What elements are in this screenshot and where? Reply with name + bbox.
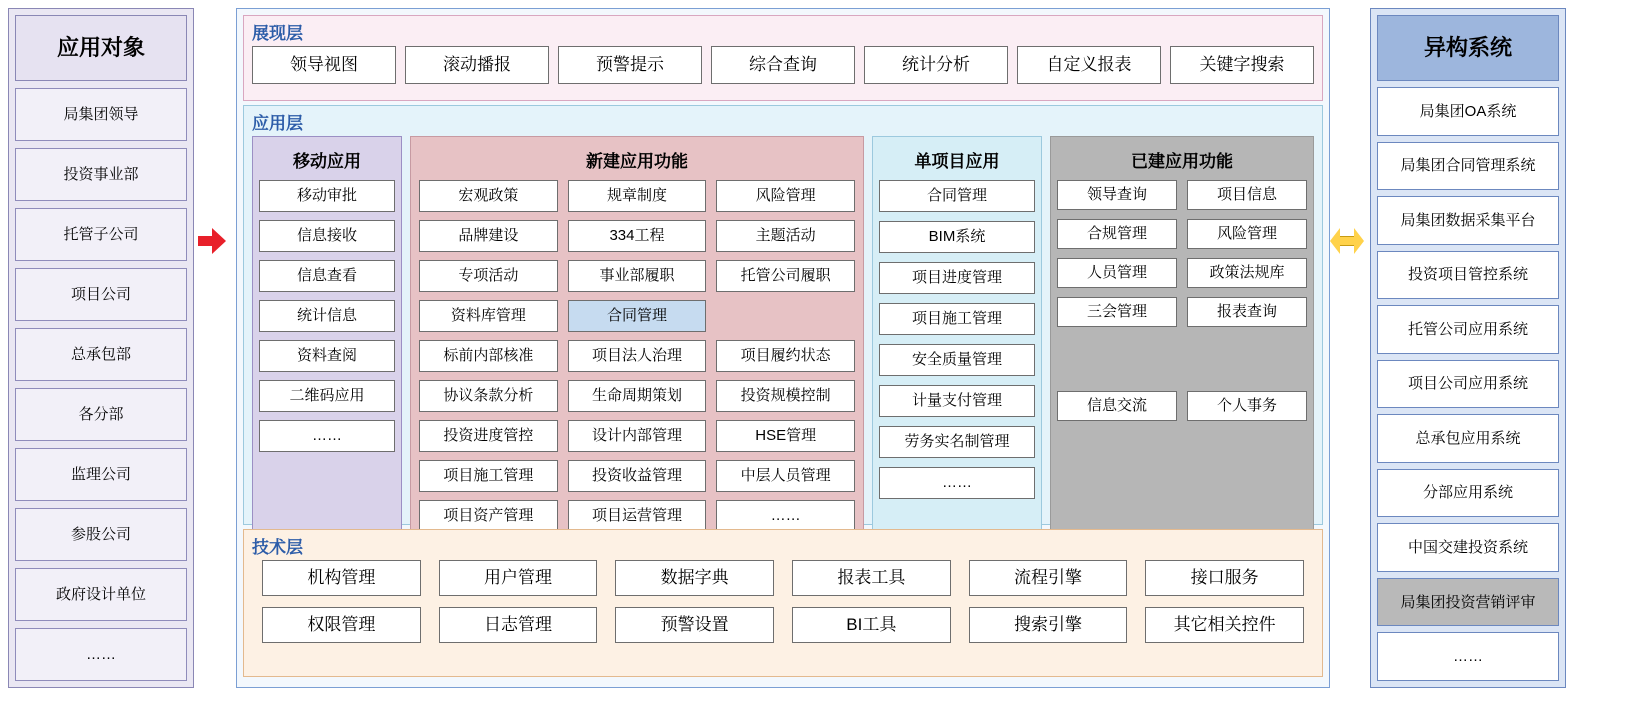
presentation-layer xyxy=(243,15,1323,101)
mobile-application-title: 移动应用 xyxy=(293,152,361,171)
new-function-item[interactable]: 协议条款分析 xyxy=(419,380,558,412)
new-function-item[interactable]: 项目施工管理 xyxy=(419,460,558,492)
right-panel-item[interactable]: 中国交建投资系统 xyxy=(1377,523,1559,572)
left-panel-application-objects xyxy=(8,8,194,688)
new-function-item[interactable]: 投资规模控制 xyxy=(716,380,855,412)
right-panel-item-highlighted[interactable]: 局集团投资营销评审 xyxy=(1377,578,1559,627)
single-project-item[interactable]: 项目进度管理 xyxy=(879,262,1035,294)
new-function-item[interactable]: 334工程 xyxy=(568,220,707,252)
built-function-item[interactable]: 政策法规库 xyxy=(1187,258,1307,288)
red-right-arrow-icon xyxy=(198,228,226,254)
built-function-item[interactable]: 三会管理 xyxy=(1057,297,1177,327)
center-stack xyxy=(236,8,1330,688)
single-project-title: 单项目应用 xyxy=(914,152,1000,171)
new-functions-group xyxy=(410,136,864,539)
single-project-item[interactable]: 项目施工管理 xyxy=(879,303,1035,335)
technology-item[interactable]: 搜索引擎 xyxy=(969,607,1128,643)
technology-item[interactable]: 权限管理 xyxy=(262,607,421,643)
new-function-item[interactable]: 风险管理 xyxy=(716,180,855,212)
new-function-item-more[interactable]: …… xyxy=(716,500,855,532)
new-function-item-selected[interactable]: 合同管理 xyxy=(568,300,707,332)
new-function-item-empty xyxy=(716,300,855,332)
new-function-item[interactable]: 品牌建设 xyxy=(419,220,558,252)
left-panel-item-more[interactable]: …… xyxy=(15,628,187,681)
built-function-item[interactable]: 合规管理 xyxy=(1057,219,1177,249)
right-panel-title: 异构系统 xyxy=(1377,15,1559,81)
left-panel-title: 应用对象 xyxy=(15,15,187,81)
built-functions-group xyxy=(1050,136,1314,539)
right-panel-item[interactable]: 局集团OA系统 xyxy=(1377,87,1559,136)
left-panel-item[interactable]: 各分部 xyxy=(15,388,187,441)
presentation-layer-title: 展现层 xyxy=(252,24,303,43)
mobile-item[interactable]: 移动审批 xyxy=(259,180,395,212)
new-function-item[interactable]: 设计内部管理 xyxy=(568,420,707,452)
mobile-item[interactable]: 信息查看 xyxy=(259,260,395,292)
right-panel-item-more[interactable]: …… xyxy=(1377,632,1559,681)
new-function-item[interactable]: 投资进度管控 xyxy=(419,420,558,452)
technology-item[interactable]: 日志管理 xyxy=(439,607,598,643)
single-project-item[interactable]: 安全质量管理 xyxy=(879,344,1035,376)
new-function-item[interactable]: 项目运营管理 xyxy=(568,500,707,532)
presentation-item[interactable]: 统计分析 xyxy=(864,46,1008,84)
new-function-item[interactable]: 宏观政策 xyxy=(419,180,558,212)
mobile-item[interactable]: 统计信息 xyxy=(259,300,395,332)
new-function-item[interactable]: 主题活动 xyxy=(716,220,855,252)
single-project-item-more[interactable]: …… xyxy=(879,467,1035,499)
built-function-item[interactable]: 个人事务 xyxy=(1187,391,1307,421)
right-panel-item[interactable]: 投资项目管控系统 xyxy=(1377,251,1559,300)
new-function-item[interactable]: HSE管理 xyxy=(716,420,855,452)
technology-item[interactable]: 数据字典 xyxy=(615,560,774,596)
technology-item[interactable]: BI工具 xyxy=(792,607,951,643)
presentation-item[interactable]: 领导视图 xyxy=(252,46,396,84)
yellow-double-arrow-icon xyxy=(1330,228,1364,254)
single-project-item[interactable]: 计量支付管理 xyxy=(879,385,1035,417)
technology-layer xyxy=(243,529,1323,677)
single-project-item[interactable]: 劳务实名制管理 xyxy=(879,426,1035,458)
built-functions-spacer xyxy=(1057,327,1307,391)
new-function-item[interactable]: 项目法人治理 xyxy=(568,340,707,372)
single-project-item[interactable]: 合同管理 xyxy=(879,180,1035,212)
new-function-item[interactable]: 项目履约状态 xyxy=(716,340,855,372)
technology-item[interactable]: 接口服务 xyxy=(1145,560,1304,596)
built-function-item[interactable]: 信息交流 xyxy=(1057,391,1177,421)
mobile-application-group xyxy=(252,136,402,539)
technology-item[interactable]: 机构管理 xyxy=(262,560,421,596)
new-function-item[interactable]: 项目资产管理 xyxy=(419,500,558,532)
left-panel-item[interactable]: 托管子公司 xyxy=(15,208,187,261)
built-function-item[interactable]: 领导查询 xyxy=(1057,180,1177,210)
right-panel-item[interactable]: 局集团合同管理系统 xyxy=(1377,142,1559,191)
single-project-group xyxy=(872,136,1042,539)
right-panel-item[interactable]: 分部应用系统 xyxy=(1377,469,1559,518)
right-panel-heterogeneous-systems xyxy=(1370,8,1566,688)
built-functions-title: 已建应用功能 xyxy=(1131,152,1233,171)
technology-item[interactable]: 其它相关控件 xyxy=(1145,607,1304,643)
left-panel-item[interactable]: 项目公司 xyxy=(15,268,187,321)
mobile-item-more[interactable]: …… xyxy=(259,420,395,452)
built-function-item[interactable]: 风险管理 xyxy=(1187,219,1307,249)
technology-item[interactable]: 流程引擎 xyxy=(969,560,1128,596)
new-function-item[interactable]: 资料库管理 xyxy=(419,300,558,332)
left-panel-item[interactable]: 局集团领导 xyxy=(15,88,187,141)
new-function-item[interactable]: 中层人员管理 xyxy=(716,460,855,492)
new-functions-title: 新建应用功能 xyxy=(586,152,688,171)
right-panel-item[interactable]: 局集团数据采集平台 xyxy=(1377,196,1559,245)
left-panel-item[interactable]: 投资事业部 xyxy=(15,148,187,201)
right-panel-item[interactable]: 托管公司应用系统 xyxy=(1377,305,1559,354)
new-function-item[interactable]: 规章制度 xyxy=(568,180,707,212)
application-layer xyxy=(243,105,1323,525)
new-function-item[interactable]: 标前内部核准 xyxy=(419,340,558,372)
new-function-item[interactable]: 事业部履职 xyxy=(568,260,707,292)
left-panel-item[interactable]: 参股公司 xyxy=(15,508,187,561)
technology-item[interactable]: 用户管理 xyxy=(439,560,598,596)
left-panel-item[interactable]: 总承包部 xyxy=(15,328,187,381)
presentation-item[interactable]: 预警提示 xyxy=(558,46,702,84)
new-function-item[interactable]: 专项活动 xyxy=(419,260,558,292)
right-panel-item[interactable]: 项目公司应用系统 xyxy=(1377,360,1559,409)
mobile-item[interactable]: 信息接收 xyxy=(259,220,395,252)
built-function-item[interactable]: 报表查询 xyxy=(1187,297,1307,327)
presentation-item[interactable]: 关键字搜索 xyxy=(1170,46,1314,84)
presentation-item[interactable]: 自定义报表 xyxy=(1017,46,1161,84)
new-function-item[interactable]: 托管公司履职 xyxy=(716,260,855,292)
technology-item[interactable]: 报表工具 xyxy=(792,560,951,596)
mobile-item[interactable]: 二维码应用 xyxy=(259,380,395,412)
new-function-item[interactable]: 投资收益管理 xyxy=(568,460,707,492)
presentation-item[interactable]: 综合查询 xyxy=(711,46,855,84)
single-project-item[interactable]: BIM系统 xyxy=(879,221,1035,253)
built-function-item[interactable]: 人员管理 xyxy=(1057,258,1177,288)
technology-item[interactable]: 预警设置 xyxy=(615,607,774,643)
mobile-item[interactable]: 资料查阅 xyxy=(259,340,395,372)
right-panel-item[interactable]: 总承包应用系统 xyxy=(1377,414,1559,463)
application-layer-title: 应用层 xyxy=(252,114,303,133)
left-panel-item[interactable]: 政府设计单位 xyxy=(15,568,187,621)
built-function-item[interactable]: 项目信息 xyxy=(1187,180,1307,210)
technology-layer-title: 技术层 xyxy=(252,538,303,557)
left-panel-item[interactable]: 监理公司 xyxy=(15,448,187,501)
presentation-item[interactable]: 滚动播报 xyxy=(405,46,549,84)
new-function-item[interactable]: 生命周期策划 xyxy=(568,380,707,412)
